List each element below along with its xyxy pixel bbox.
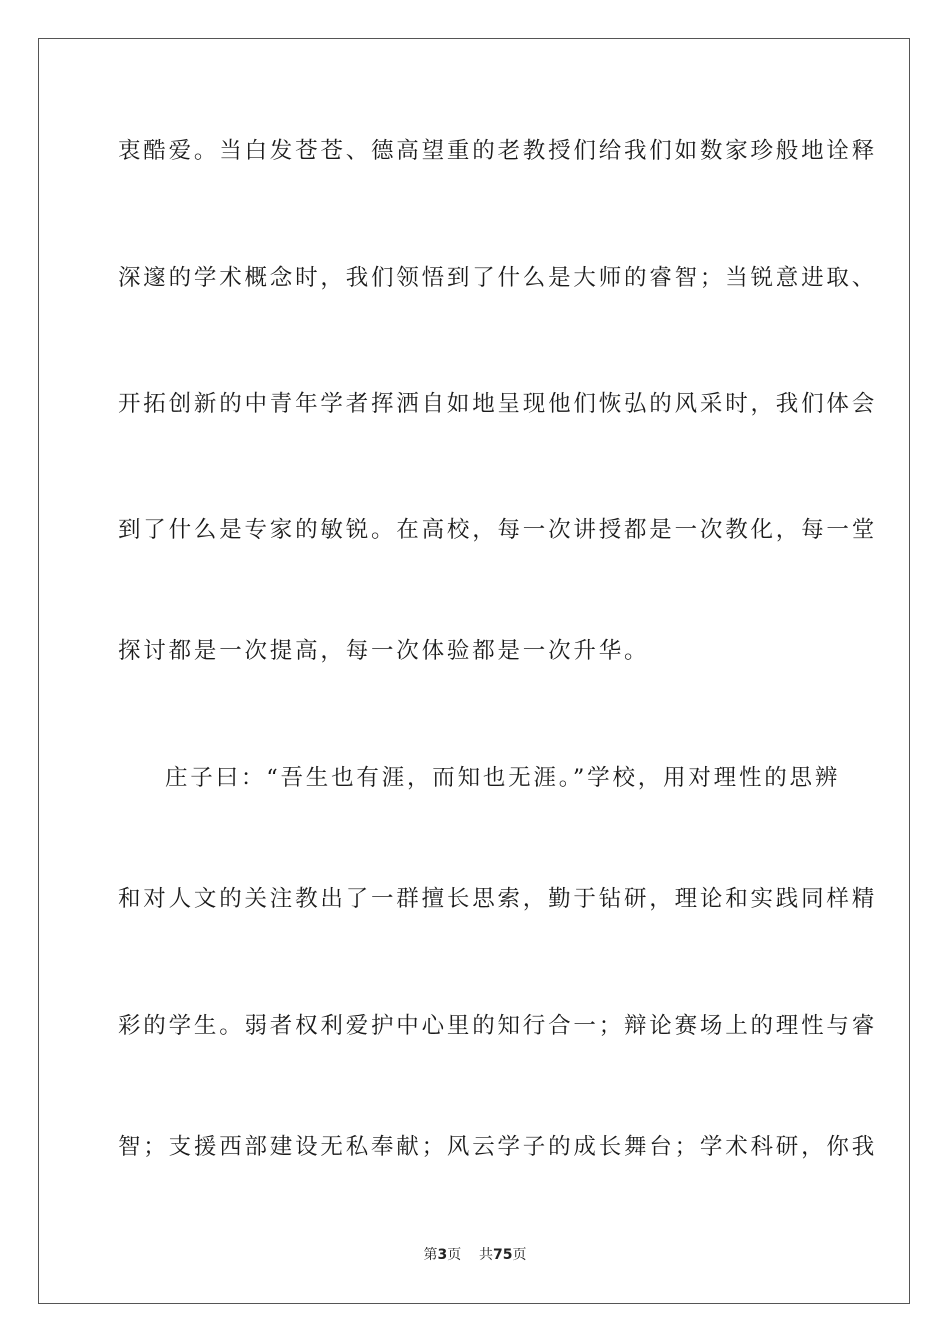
- paragraph-line: 智；支援西部建设无私奉献；风云学子的成长舞台；学术科研，你我: [118, 1134, 878, 1160]
- page-prefix: 第: [423, 1247, 438, 1263]
- total-pages: 75: [493, 1247, 513, 1263]
- paragraph-line: 到了什么是专家的敏锐。在高校，每一次讲授都是一次教化，每一堂: [118, 517, 878, 543]
- page-number: 3: [437, 1247, 448, 1263]
- paragraph-line: 深邃的学术概念时，我们领悟到了什么是大师的睿智；当锐意进取、: [118, 265, 878, 291]
- paragraph-line: 彩的学生。弱者权利爱护中心里的知行合一；辩论赛场上的理性与睿: [118, 1013, 878, 1039]
- paragraph-line: 探讨都是一次提高，每一次体验都是一次升华。: [118, 638, 650, 664]
- page-suffix: 页: [447, 1247, 462, 1263]
- total-prefix: 共: [479, 1247, 494, 1263]
- paragraph-line: 衷酷爱。当白发苍苍、德高望重的老教授们给我们如数家珍般地诠释: [118, 138, 878, 164]
- paragraph-line: 开拓创新的中青年学者挥洒自如地呈现他们恢弘的风采时，我们体会: [118, 391, 878, 417]
- paragraph-line: 和对人文的关注教出了一群擅长思索，勤于钻研，理论和实践同样精: [118, 886, 878, 912]
- paragraph-line: 庄子曰：“吾生也有涯，而知也无涯。”学校，用对理性的思辨: [165, 765, 841, 791]
- page-footer: [0, 1245, 950, 1265]
- total-suffix: 页: [512, 1247, 527, 1263]
- page-border: [38, 38, 910, 1304]
